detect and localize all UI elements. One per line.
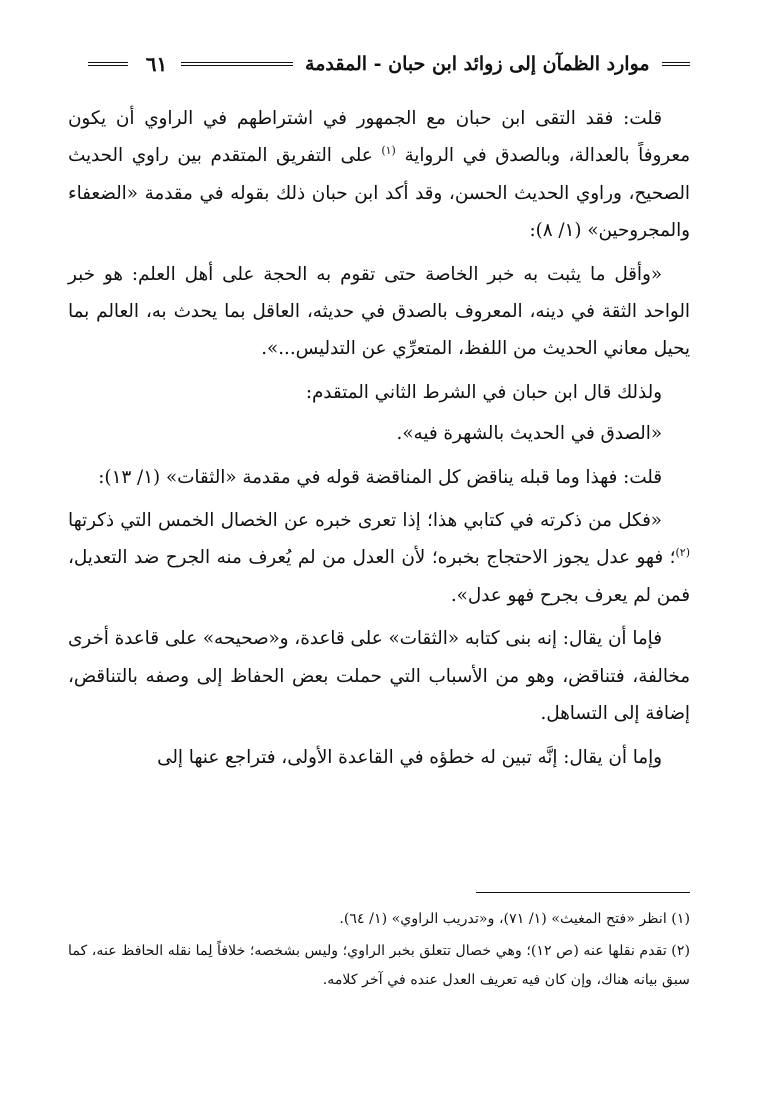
header-rule-right: [662, 62, 690, 66]
footnotes: [68, 905, 690, 995]
paragraph-1-part-b: على التفريق المتقدم بين راوي الحديث الصحيح، وراوي الحديث الحسن، وقد أكد ابن حبان ذلك بقوله في مقدمة «الضعفاء والمجروحين» (١/ ٨):: [68, 145, 690, 242]
paragraph-3: ولذلك قال ابن حبان في الشرط الثاني المتقدم:: [305, 381, 662, 403]
main-text: [68, 100, 690, 782]
header-rule-left: [88, 62, 128, 66]
header-rule-middle: [181, 62, 293, 66]
footnote-2: (٢) تقدم نقلها عنه (ص ١٢)؛ وهي خصال تتعلق بخبر الراوي؛ وليس بشخصه؛ خلافاً لِما نقله الحافظ عنه، كما سبق بيانه هناك، وإن كان فيه تعريف العدل عنده في آخر كلامه.: [68, 943, 690, 988]
paragraph-6: [68, 502, 690, 614]
paragraph-1-part-a: قلت: فقد التقى ابن حبان مع الجمهور في اشتراطهم في الراوي أن يكون معروفاً بالعدالة، وبالصدق في الرواية: [68, 108, 690, 167]
paragraph-6-part-b: ؛ فهو عدل يجوز الاحتجاج بخبره؛ لأن العدل من لم يُعرف منه الجرح ضد التعديل، فمن لم يعرف بجرح فهو عدل».: [68, 547, 690, 606]
footnote-1: (١) انظر «فتح المغيث» (١/ ٧١)، و«تدريب الراوي» (١/ ٦٤).: [339, 911, 690, 927]
running-header: [70, 46, 690, 82]
footnote-separator: [476, 892, 690, 893]
page-number: ٦١: [145, 52, 168, 76]
paragraph-8: وإما أن يقال: إنَّه تبين له خطؤه في القاعدة الأولى، فتراجع عنها إلى: [157, 746, 662, 768]
paragraph-2: «وأقل ما يثبت به خبر الخاصة حتى تقوم به الحجة على أهل العلم: هو خبر الواحد الثقة في دينه، المعروف بالصدق في حديثه، العاقل بما يحدث به، العالم بما يحيل معاني الحديث من اللفظ، المتعرِّي عن التدليس...».: [68, 263, 690, 360]
paragraph-5: قلت: فهذا وما قبله يناقض كل المناقضة قوله في مقدمة «الثقات» (١/ ١٣):: [98, 466, 662, 488]
running-title: موارد الظمآن إلى زوائد ابن حبان - المقدمة: [305, 53, 650, 75]
footnote-ref-1: (١): [381, 144, 396, 158]
paragraph-6-part-a: «فكل من ذكرته في كتابي هذا؛ إذا تعرى خبره عن الخصال الخمس التي ذكرتها: [68, 510, 662, 532]
paragraph-1: [68, 100, 690, 250]
paragraph-7: فإما أن يقال: إنه بنى كتابه «الثقات» على قاعدة، و«صحيحه» على قاعدة أخرى مخالفة، فتناقض، وهو من الأسباب التي حملت بعض الحفاظ إلى وصفه بالتناقض، إضافة إلى التساهل.: [68, 628, 690, 725]
paragraph-4: «الصدق في الحديث بالشهرة فيه».: [396, 423, 662, 445]
footnote-ref-2: (٢): [675, 546, 690, 560]
